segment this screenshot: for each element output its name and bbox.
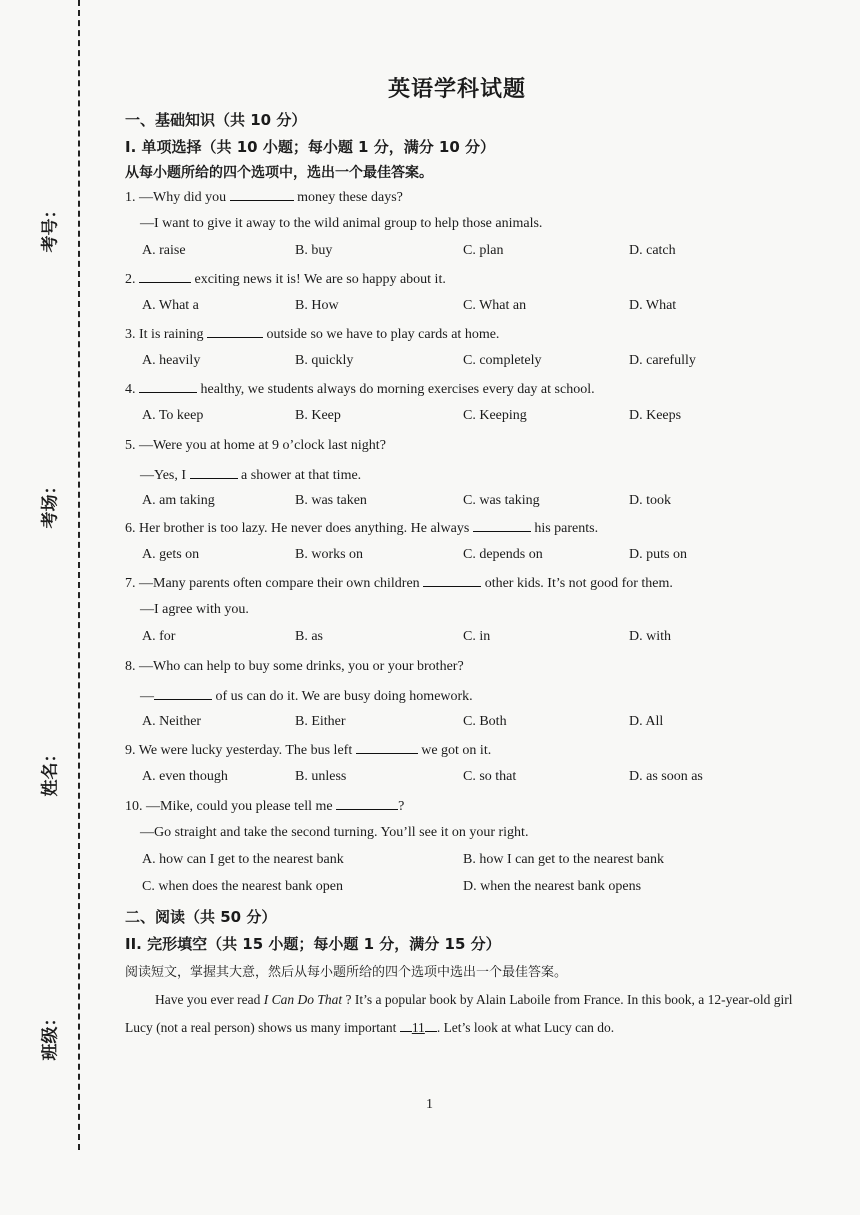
question-text: 1. —Why did you xyxy=(125,190,230,205)
option-c[interactable]: C. when does the nearest bank open xyxy=(142,879,343,894)
section2-instruction: 阅读短文，掌握其大意，然后从每小题所给的四个选项中选出一个最佳答案。 xyxy=(125,965,568,980)
question-text: of us can do it. We are busy doing homework. xyxy=(212,688,473,704)
section2-heading: II. 完形填空（共 15 小题；每小题 1 分，满分 15 分） xyxy=(125,935,501,953)
question-text: a shower at that time. xyxy=(237,467,362,483)
question-text: ? xyxy=(398,799,405,814)
answer-blank[interactable] xyxy=(473,519,531,532)
question-8-line-2 xyxy=(140,687,473,705)
option-a[interactable]: A. raise xyxy=(142,243,186,258)
option-d[interactable]: D. What xyxy=(629,297,677,313)
option-c[interactable]: C. was taking xyxy=(463,493,540,508)
answer-blank[interactable] xyxy=(230,188,294,201)
answer-blank[interactable] xyxy=(336,797,398,810)
question-text: other kids. It’s not good for them. xyxy=(481,576,673,591)
question-text: healthy, we students always do morning exercises every day at school. xyxy=(197,382,595,397)
option-d[interactable]: D. Keeps xyxy=(629,407,682,423)
question-text: 3. It is raining xyxy=(125,327,208,342)
option-d[interactable]: D. when the nearest bank opens xyxy=(463,879,642,894)
answer-blank[interactable] xyxy=(139,270,191,283)
binding-line xyxy=(78,0,80,1150)
answer-blank[interactable] xyxy=(139,380,197,393)
option-a[interactable]: A. am taking xyxy=(142,493,215,508)
page-title: 英语学科试题 xyxy=(388,77,527,102)
question-9-line-1 xyxy=(125,741,491,759)
option-c[interactable]: C. in xyxy=(463,629,491,644)
question-6-line-1 xyxy=(125,519,598,537)
option-c[interactable]: C. completely xyxy=(463,352,542,368)
option-b[interactable]: B. quickly xyxy=(295,352,354,368)
question-text: 7. —Many parents often compare their own children xyxy=(125,576,424,591)
question-10-line-2 xyxy=(140,825,528,841)
reading-passage xyxy=(125,986,815,1042)
option-a[interactable]: A. how can I get to the nearest bank xyxy=(142,852,344,867)
option-c[interactable]: C. What an xyxy=(463,297,527,313)
question-5-line-2 xyxy=(140,466,361,484)
option-d[interactable]: D. took xyxy=(629,493,671,508)
part1-heading: 一、基础知识（共 10 分） xyxy=(125,111,307,129)
question-4-line-1 xyxy=(125,380,595,398)
option-b[interactable]: B. how I can get to the nearest bank xyxy=(463,852,664,867)
question-text: — xyxy=(140,688,154,704)
passage-text-3: . Let’s look at what Lucy can do. xyxy=(436,1020,615,1035)
question-text: 2. xyxy=(125,272,139,287)
exam-number-label: 考号： xyxy=(40,201,61,253)
question-1-line-1 xyxy=(125,188,403,206)
option-d[interactable]: D. with xyxy=(629,629,671,644)
option-a[interactable]: A. To keep xyxy=(142,407,204,423)
question-text: 9. We were lucky yesterday. The bus left xyxy=(125,743,356,758)
page-number: 1 xyxy=(426,1097,433,1112)
option-b[interactable]: B. works on xyxy=(295,546,364,562)
option-b[interactable]: B. as xyxy=(295,629,323,644)
answer-blank[interactable] xyxy=(356,741,418,754)
passage-text-2: ? It’s a popular book by Alain Laboile from France. In this book, a 12-year-old girl Lucy (not a real person) shows us many important xyxy=(125,992,793,1035)
question-text: outside so we have to play cards at home. xyxy=(263,327,500,342)
option-b[interactable]: B. unless xyxy=(295,768,347,784)
option-c[interactable]: C. depends on xyxy=(463,546,543,562)
blank-number: 11 xyxy=(411,1020,425,1035)
option-a[interactable]: A. for xyxy=(142,629,176,644)
option-a[interactable]: A. even though xyxy=(142,768,228,784)
option-a[interactable]: A. gets on xyxy=(142,546,200,562)
option-d[interactable]: D. All xyxy=(629,714,664,729)
name-label: 姓名： xyxy=(40,745,61,797)
question-7-line-1 xyxy=(125,574,673,592)
question-5-line-1 xyxy=(125,438,386,454)
option-c[interactable]: C. plan xyxy=(463,243,504,258)
question-text: —I agree with you. xyxy=(140,601,249,617)
question-text: exciting news it is! We are so happy about it. xyxy=(191,272,446,287)
option-c[interactable]: C. Both xyxy=(463,714,507,729)
option-b[interactable]: B. How xyxy=(295,297,339,313)
answer-blank[interactable] xyxy=(190,466,238,479)
option-a[interactable]: A. What a xyxy=(142,297,199,313)
option-d[interactable]: D. as soon as xyxy=(629,768,703,784)
answer-blank[interactable] xyxy=(423,574,481,587)
question-text: —Yes, I xyxy=(140,467,190,483)
question-text: we got on it. xyxy=(417,743,492,758)
option-a[interactable]: A. heavily xyxy=(142,352,201,368)
question-text: 6. Her brother is too lazy. He never does anything. He always xyxy=(125,521,473,536)
option-d[interactable]: D. puts on xyxy=(629,546,687,562)
option-d[interactable]: D. catch xyxy=(629,243,676,258)
question-text: 4. xyxy=(125,382,139,397)
option-b[interactable]: B. Keep xyxy=(295,407,341,423)
question-text: 5. —Were you at home at 9 o’clock last night? xyxy=(125,438,386,453)
section1-instruction: 从每小题所给的四个选项中，选出一个最佳答案。 xyxy=(125,165,433,181)
question-3-line-1 xyxy=(125,325,499,343)
question-text: money these days? xyxy=(293,190,403,205)
question-7-line-2 xyxy=(140,602,249,618)
part2-heading: 二、阅读（共 50 分） xyxy=(125,908,277,926)
answer-blank[interactable] xyxy=(154,687,212,700)
question-text: 10. —Mike, could you please tell me xyxy=(125,799,337,814)
answer-blank[interactable] xyxy=(207,325,263,338)
question-2-line-1 xyxy=(125,270,446,288)
question-10-line-1 xyxy=(125,797,404,815)
option-a[interactable]: A. Neither xyxy=(142,714,202,729)
passage-text-1: Have you ever read xyxy=(155,992,264,1007)
question-text: 8. —Who can help to buy some drinks, you or your brother? xyxy=(125,659,464,674)
question-text: his parents. xyxy=(530,521,599,536)
option-d[interactable]: D. carefully xyxy=(629,352,696,368)
option-b[interactable]: B. buy xyxy=(295,243,333,258)
option-c[interactable]: C. so that xyxy=(463,768,517,784)
question-1-line-2 xyxy=(140,216,542,232)
answer-blank[interactable] xyxy=(400,1019,412,1032)
question-text: —I want to give it away to the wild animal group to help those animals. xyxy=(140,215,543,231)
class-label: 班级： xyxy=(40,1009,61,1061)
option-b[interactable]: B. Either xyxy=(295,714,346,729)
option-b[interactable]: B. was taken xyxy=(295,493,367,508)
question-text: —Go straight and take the second turning. You’ll see it on your right. xyxy=(140,824,529,840)
exam-room-label: 考场： xyxy=(40,477,61,529)
answer-blank[interactable] xyxy=(425,1019,437,1032)
question-8-line-1 xyxy=(125,659,464,675)
option-c[interactable]: C. Keeping xyxy=(463,407,527,423)
book-title: I Can Do That xyxy=(263,992,343,1007)
section1-heading: I. 单项选择（共 10 小题；每小题 1 分，满分 10 分） xyxy=(125,138,496,156)
